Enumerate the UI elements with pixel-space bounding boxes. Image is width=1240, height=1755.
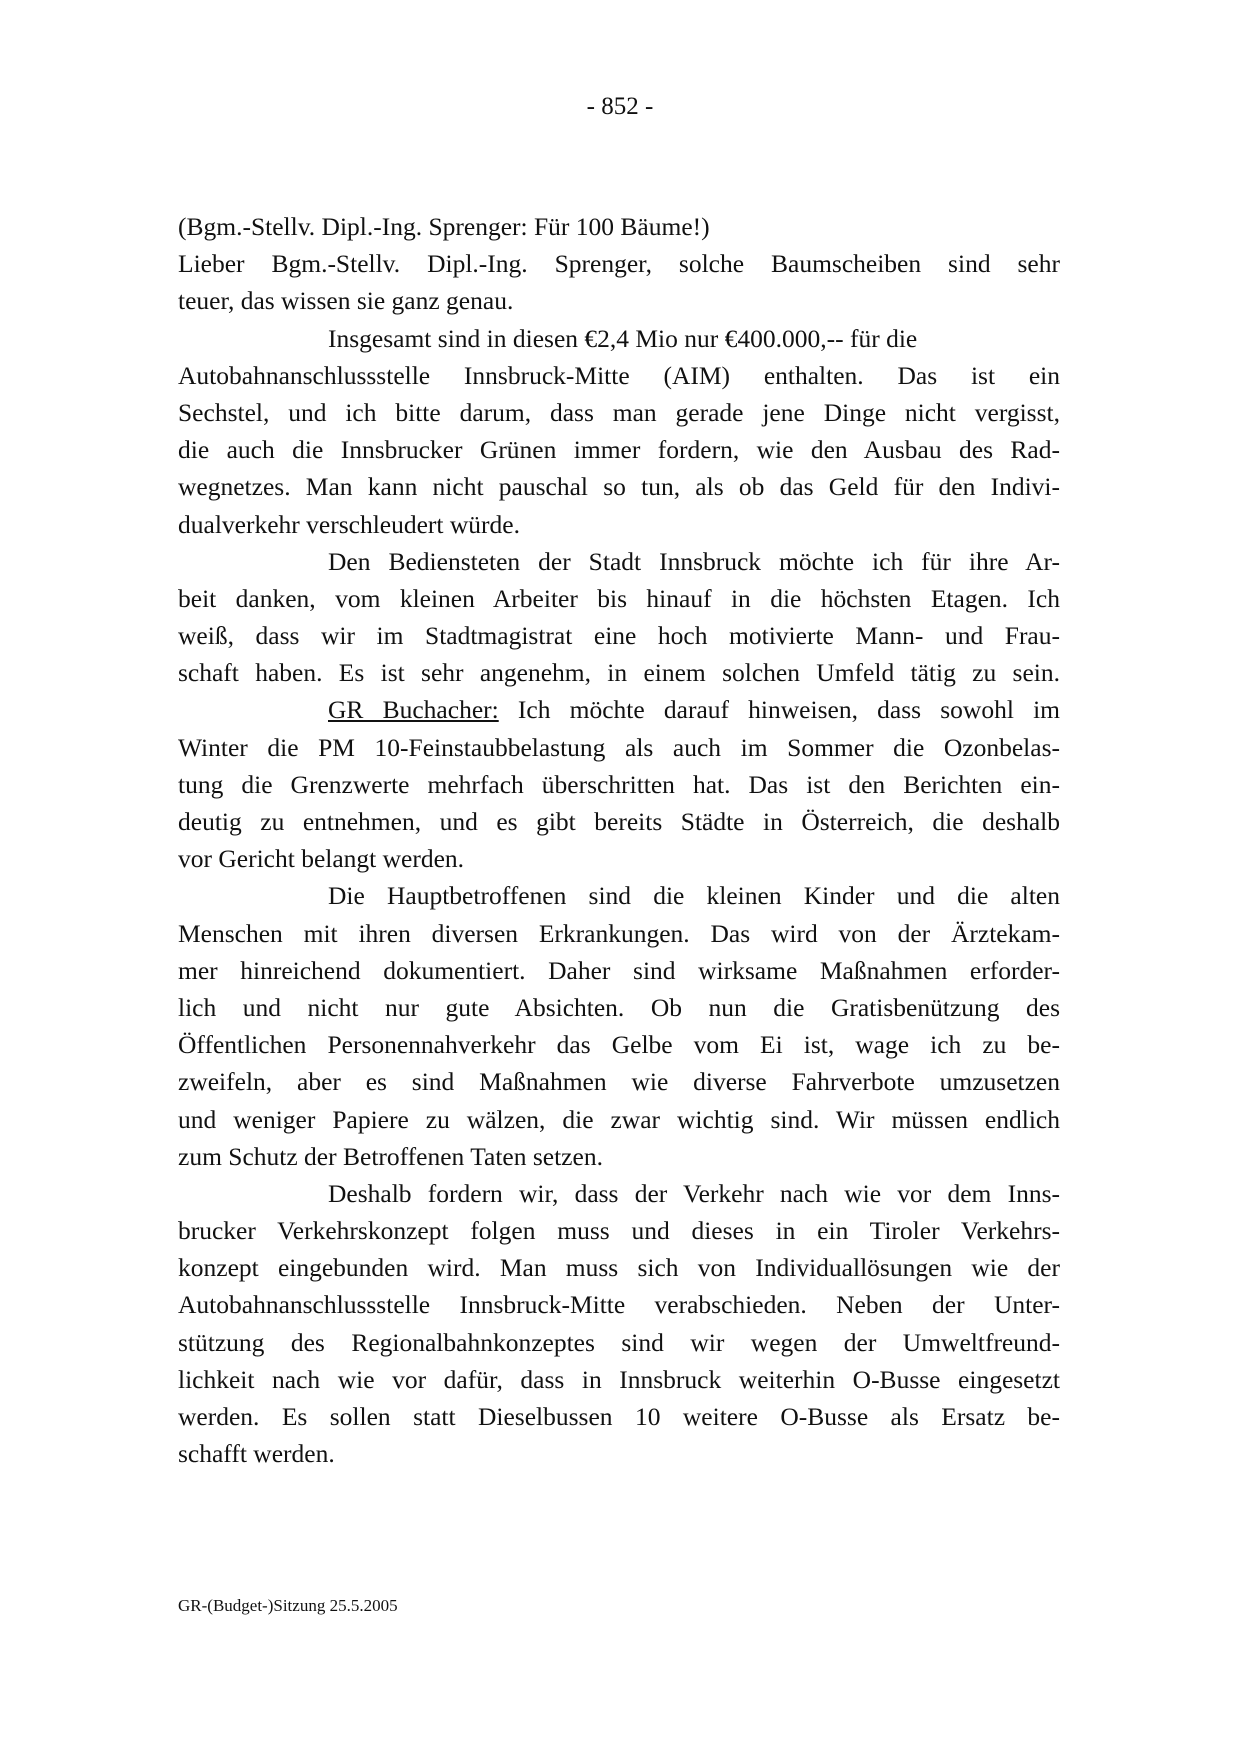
text-line: beit danken, vom kleinen Arbeiter bis hinauf in die höchsten Etagen. Ich <box>178 583 1060 613</box>
text-line: teuer, das wissen sie ganz genau. <box>178 286 514 316</box>
paragraph-start-line: Die Hauptbetroffenen sind die kleinen Kinder und die alten <box>328 881 1060 911</box>
text-line: dualverkehr verschleudert würde. <box>178 509 520 539</box>
text-line: Lieber Bgm.-Stellv. Dipl.-Ing. Sprenger, solche Baumscheiben sind sehr <box>178 249 1060 279</box>
text-line: Winter die PM 10-Feinstaubbelastung als auch im Sommer die Ozonbelas- <box>178 732 1060 762</box>
text-line: mer hinreichend dokumentiert. Daher sind wirksame Maßnahmen erforder- <box>178 955 1060 985</box>
text-line: werden. Es sollen statt Dieselbussen 10 weitere O-Busse als Ersatz be- <box>178 1402 1060 1431</box>
text-line: schaft haben. Es ist sehr angenehm, in einem solchen Umfeld tätig zu sein. <box>178 658 1060 688</box>
text-line: Autobahnanschlussstelle Innsbruck-Mitte (AIM) enthalten. Das ist ein <box>178 360 1060 390</box>
page-footer: GR-(Budget-)Sitzung 25.5.2005 <box>178 1596 398 1615</box>
paragraph-start-line <box>178 691 1060 728</box>
text-line: vor Gericht belangt werden. <box>178 844 465 874</box>
paragraph-start-line: Deshalb fordern wir, dass der Verkehr nach wie vor dem Inns- <box>328 1178 1060 1208</box>
text-line: Autobahnanschlussstelle Innsbruck-Mitte verabschieden. Neben der Unter- <box>178 1290 1060 1320</box>
text-line: brucker Verkehrskonzept folgen muss und dieses in ein Tiroler Verkehrs- <box>178 1216 1060 1246</box>
document-body <box>178 208 1060 1472</box>
text-line: konzept eingebunden wird. Man muss sich von Individuallösungen wie der <box>178 1253 1060 1283</box>
text-line: deutig zu entnehmen, und es gibt bereits Städte in Österreich, die deshalb <box>178 807 1060 836</box>
speaker-name: GR Buchacher: <box>328 695 499 725</box>
text-line: und weniger Papiere zu wälzen, die zwar wichtig sind. Wir müssen endlich <box>178 1104 1060 1134</box>
text-line: tung die Grenzwerte mehrfach überschritten hat. Das ist den Berichten ein- <box>178 769 1060 799</box>
text-line: Sechstel, und ich bitte darum, dass man gerade jene Dinge nicht vergisst, <box>178 397 1060 427</box>
text-line: zum Schutz der Betroffenen Taten setzen. <box>178 1141 603 1171</box>
text-line: die auch die Innsbrucker Grünen immer fordern, wie den Ausbau des Rad- <box>178 435 1060 465</box>
speaker-text: Ich möchte darauf hinweisen, dass sowohl im <box>517 695 1061 725</box>
text-line: stützung des Regionalbahnkonzeptes sind wir wegen der Umweltfreund- <box>178 1327 1060 1357</box>
text-line: schafft werden. <box>178 1439 335 1469</box>
text-line: lichkeit nach wie vor dafür, dass in Innsbruck weiterhin O-Busse eingesetzt <box>178 1364 1060 1394</box>
text-line: wegnetzes. Man kann nicht pauschal so tun, als ob das Geld für den Indivi- <box>178 472 1060 502</box>
text-line: weiß, dass wir im Stadtmagistrat eine hoch motivierte Mann- und Frau- <box>178 621 1060 651</box>
text-line: Öffentlichen Personennahverkehr das Gelbe vom Ei ist, wage ich zu be- <box>178 1030 1060 1060</box>
text-line: zweifeln, aber es sind Maßnahmen wie diverse Fahrverbote umzusetzen <box>178 1067 1060 1097</box>
paragraph-start-line: Insgesamt sind in diesen €2,4 Mio nur €400.000,-- für die <box>328 323 918 353</box>
text-line: Menschen mit ihren diversen Erkrankungen. Das wird von der Ärztekam- <box>178 918 1060 948</box>
interjection-line: (Bgm.-Stellv. Dipl.-Ing. Sprenger: Für 100 Bäume!) <box>178 212 710 241</box>
page-number: - 852 - <box>586 93 654 120</box>
text-line: lich und nicht nur gute Absichten. Ob nun die Gratisbenützung des <box>178 992 1060 1022</box>
paragraph-start-line: Den Bediensteten der Stadt Innsbruck möchte ich für ihre Ar- <box>328 546 1060 576</box>
